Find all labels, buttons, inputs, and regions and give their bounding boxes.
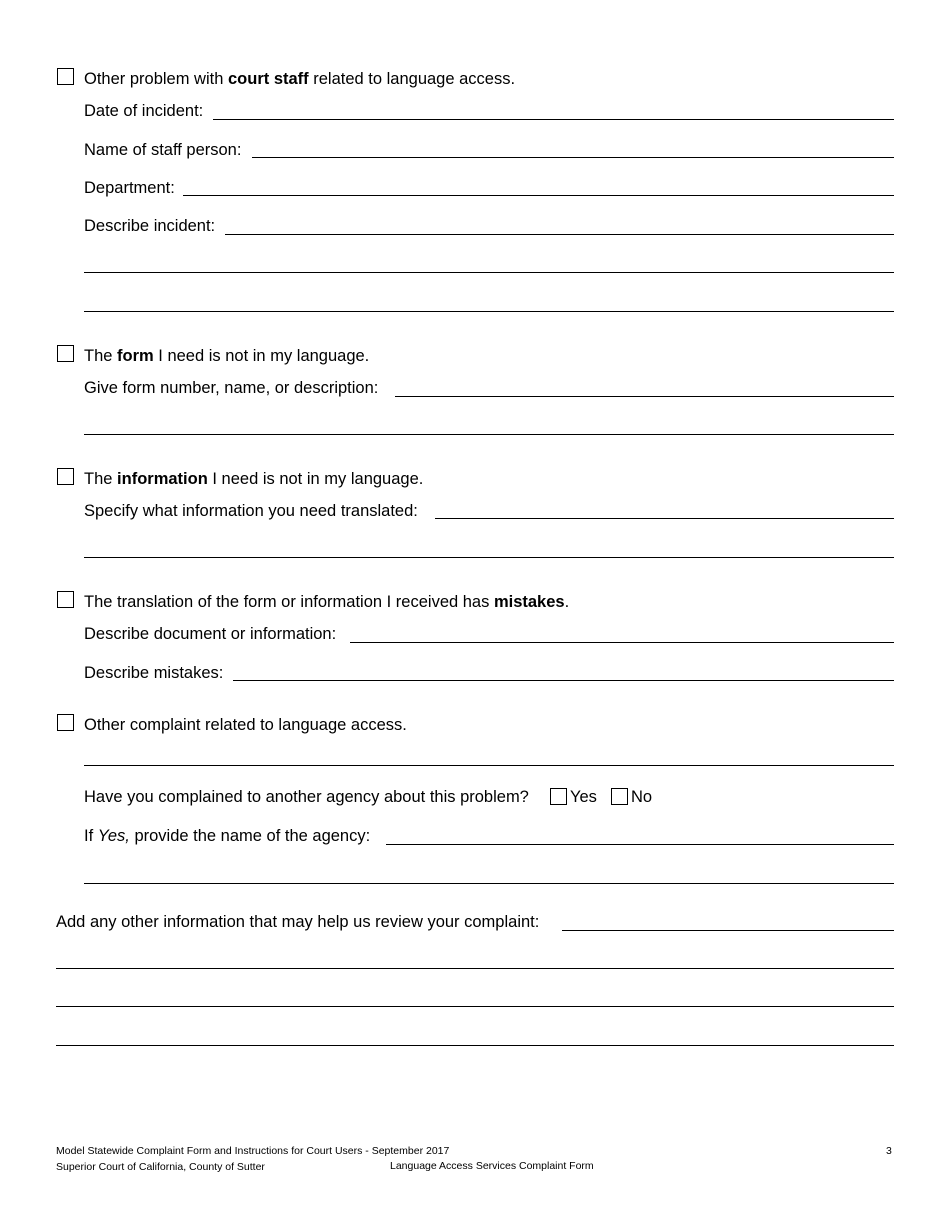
- agency-name-label: If Yes, provide the name of the agency:: [84, 827, 371, 845]
- agency-yes-checkbox[interactable]: [550, 788, 567, 805]
- describe-document-field[interactable]: [350, 642, 894, 643]
- additional-info-line-2[interactable]: [56, 968, 894, 969]
- additional-info-label: Add any other information that may help us review your complaint:: [56, 913, 540, 931]
- information-needed-line-2[interactable]: [84, 557, 894, 558]
- form-description-field[interactable]: [395, 396, 894, 397]
- footer-court-name: Superior Court of California, County of Sutter: [56, 1161, 265, 1173]
- court-staff-option-label: Other problem with court staff related to language access.: [84, 70, 516, 88]
- additional-info-line-4[interactable]: [56, 1045, 894, 1046]
- date-of-incident-field[interactable]: [213, 119, 894, 120]
- footer-form-name: Language Access Services Complaint Form: [390, 1160, 594, 1172]
- describe-incident-line-2[interactable]: [84, 272, 894, 273]
- court-staff-checkbox[interactable]: [57, 68, 74, 85]
- additional-info-field[interactable]: [562, 930, 894, 931]
- agency-name-line-2[interactable]: [84, 883, 894, 884]
- describe-document-label: Describe document or information:: [84, 625, 337, 643]
- form-not-in-language-checkbox[interactable]: [57, 345, 74, 362]
- page-number: 3: [886, 1145, 892, 1157]
- staff-person-label: Name of staff person:: [84, 141, 242, 159]
- agency-yes-label: Yes: [570, 788, 597, 806]
- form-not-in-language-label: The form I need is not in my language.: [84, 347, 370, 365]
- agency-question-label: Have you complained to another agency about this problem?: [84, 788, 529, 806]
- translation-mistakes-checkbox[interactable]: [57, 591, 74, 608]
- describe-mistakes-field[interactable]: [233, 680, 894, 681]
- describe-incident-field[interactable]: [225, 234, 894, 235]
- describe-mistakes-label: Describe mistakes:: [84, 664, 224, 682]
- footer-form-title: Model Statewide Complaint Form and Instructions for Court Users - September 2017: [56, 1145, 450, 1157]
- agency-no-checkbox[interactable]: [611, 788, 628, 805]
- department-field[interactable]: [183, 195, 894, 196]
- form-description-line-2[interactable]: [84, 434, 894, 435]
- information-not-in-language-checkbox[interactable]: [57, 468, 74, 485]
- other-complaint-checkbox[interactable]: [57, 714, 74, 731]
- form-description-label: Give form number, name, or description:: [84, 379, 379, 397]
- department-label: Department:: [84, 179, 175, 197]
- date-of-incident-label: Date of incident:: [84, 102, 204, 120]
- agency-no-label: No: [631, 788, 653, 806]
- describe-incident-line-3[interactable]: [84, 311, 894, 312]
- information-needed-label: Specify what information you need translated:: [84, 502, 418, 520]
- information-not-in-language-label: The information I need is not in my language.: [84, 470, 424, 488]
- other-complaint-field[interactable]: [84, 765, 894, 766]
- staff-person-field[interactable]: [252, 157, 894, 158]
- additional-info-line-3[interactable]: [56, 1006, 894, 1007]
- other-complaint-label: Other complaint related to language access.: [84, 716, 407, 734]
- information-needed-field[interactable]: [435, 518, 894, 519]
- agency-name-field[interactable]: [386, 844, 894, 845]
- describe-incident-label: Describe incident:: [84, 217, 216, 235]
- translation-mistakes-label: The translation of the form or information I received has mistakes.: [84, 593, 570, 611]
